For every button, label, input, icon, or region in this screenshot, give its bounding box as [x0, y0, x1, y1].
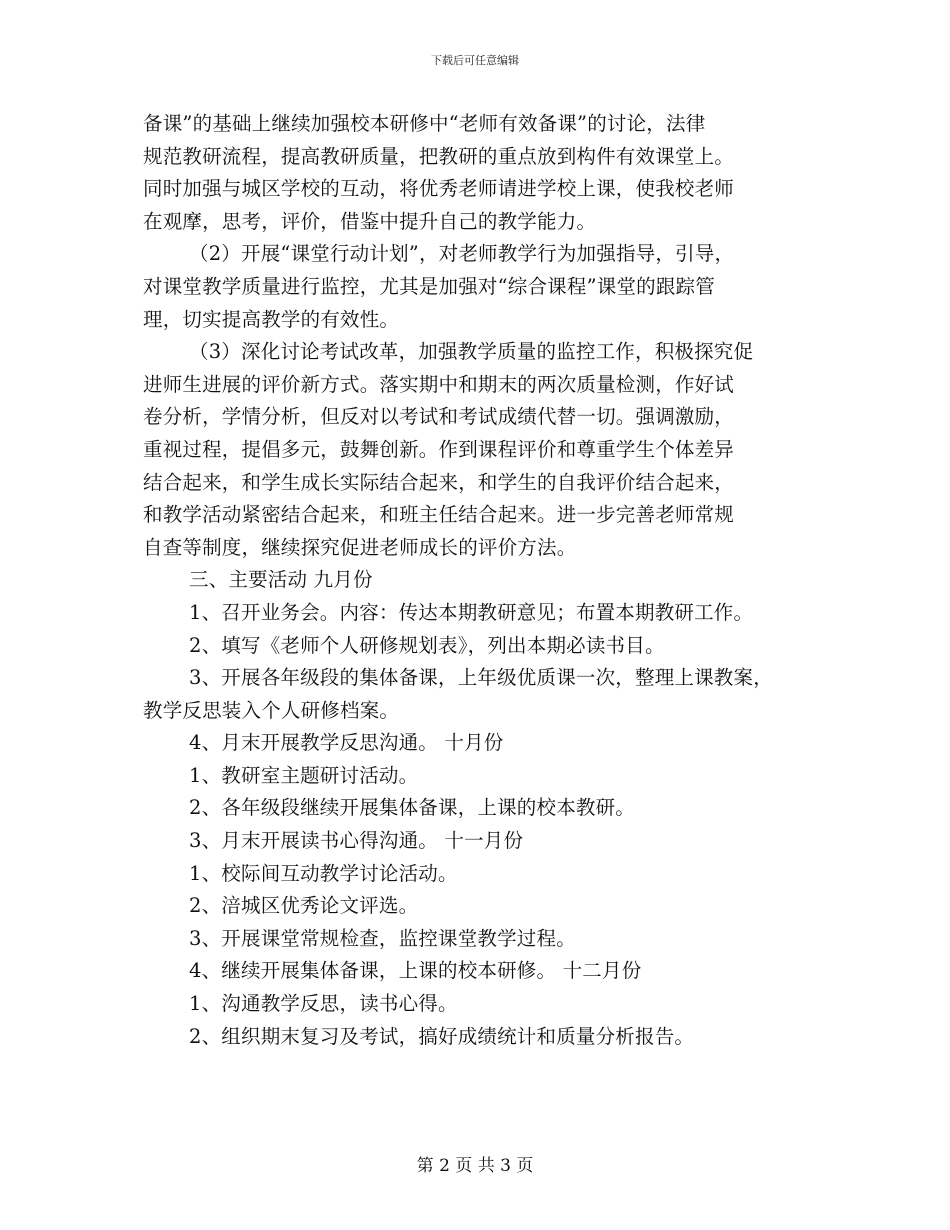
text-line: 3、月末开展读书心得沟通。 十一月份 [189, 829, 524, 853]
text-line: 2、填写《老师个人研修规划表》，列出本期必读书目。 [189, 633, 665, 657]
text-line: 3、开展各年级段的集体备课，上年级优质课一次，整理上课教案， [189, 666, 773, 690]
text-line: 重视过程，提倡多元，鼓舞创新。作到课程评价和尊重学生个体差异 [143, 437, 735, 461]
text-line: （3）深化讨论考试改革，加强教学质量的监控工作，积极探究促 [189, 340, 754, 364]
text-line: 进师生进展的评价新方式。落实期中和期末的两次质量检测，作好试 [143, 372, 735, 396]
text-line: 规范教研流程，提高教研质量，把教研的重点放到构件有效课堂上。 [143, 144, 735, 168]
text-line: 对课堂教学质量进行监控，尤其是加强对“综合课程”课堂的跟踪管 [143, 274, 715, 298]
text-line: 4、月末开展教学反思沟通。 十月份 [189, 731, 504, 755]
document-body [143, 108, 823, 1053]
page-footer: 第 2 页 共 3 页 [416, 1156, 534, 1176]
text-line: 2、各年级段继续开展集体备课，上课的校本教研。 [189, 796, 636, 820]
text-line: 自查等制度，继续探究促进老师成长的评价方法。 [143, 535, 577, 559]
text-line: 1、召开业务会。内容：传达本期教研意见；布置本期教研工作。 [189, 600, 754, 624]
text-line: （2）开展“课堂行动计划”，对老师教学行为加强指导，引导， [189, 242, 735, 266]
text-line: 同时加强与城区学校的互动，将优秀老师请进学校上课，使我校老师 [143, 177, 735, 201]
text-line: 2、涪城区优秀论文评选。 [189, 894, 419, 918]
text-line: 1、沟通教学反思，读书心得。 [189, 992, 458, 1016]
text-line: 3、开展课堂常规检查，监控课堂教学过程。 [189, 926, 576, 950]
text-line: 在观摩，思考，评价，借鉴中提升自己的教学能力。 [143, 209, 597, 233]
text-line: 教学反思装入个人研修档案。 [143, 698, 400, 722]
text-line: 4、继续开展集体备课，上课的校本研修。 十二月份 [189, 959, 642, 983]
page-header: 下载后可任意编辑 [431, 54, 519, 67]
text-line: 备课”的基础上继续加强校本研修中“老师有效备课”的讨论，法律 [143, 112, 706, 135]
text-line: 理，切实提高教学的有效性。 [143, 307, 400, 331]
text-line: 三、主要活动 九月份 [189, 568, 373, 592]
text-line: 和教学活动紧密结合起来，和班主任结合起来。进一步完善老师常规 [143, 503, 735, 527]
text-line: 2、组织期末复习及考试，搞好成绩统计和质量分析报告。 [189, 1024, 695, 1048]
text-line: 1、校际间互动教学讨论活动。 [189, 861, 458, 885]
text-line: 1、教研室主题研讨活动。 [189, 763, 419, 787]
text-line: 结合起来，和学生成长实际结合起来，和学生的自我评价结合起来， [143, 470, 735, 494]
text-line: 卷分析，学情分析，但反对以考试和考试成绩代替一切。强调激励， [143, 405, 735, 429]
